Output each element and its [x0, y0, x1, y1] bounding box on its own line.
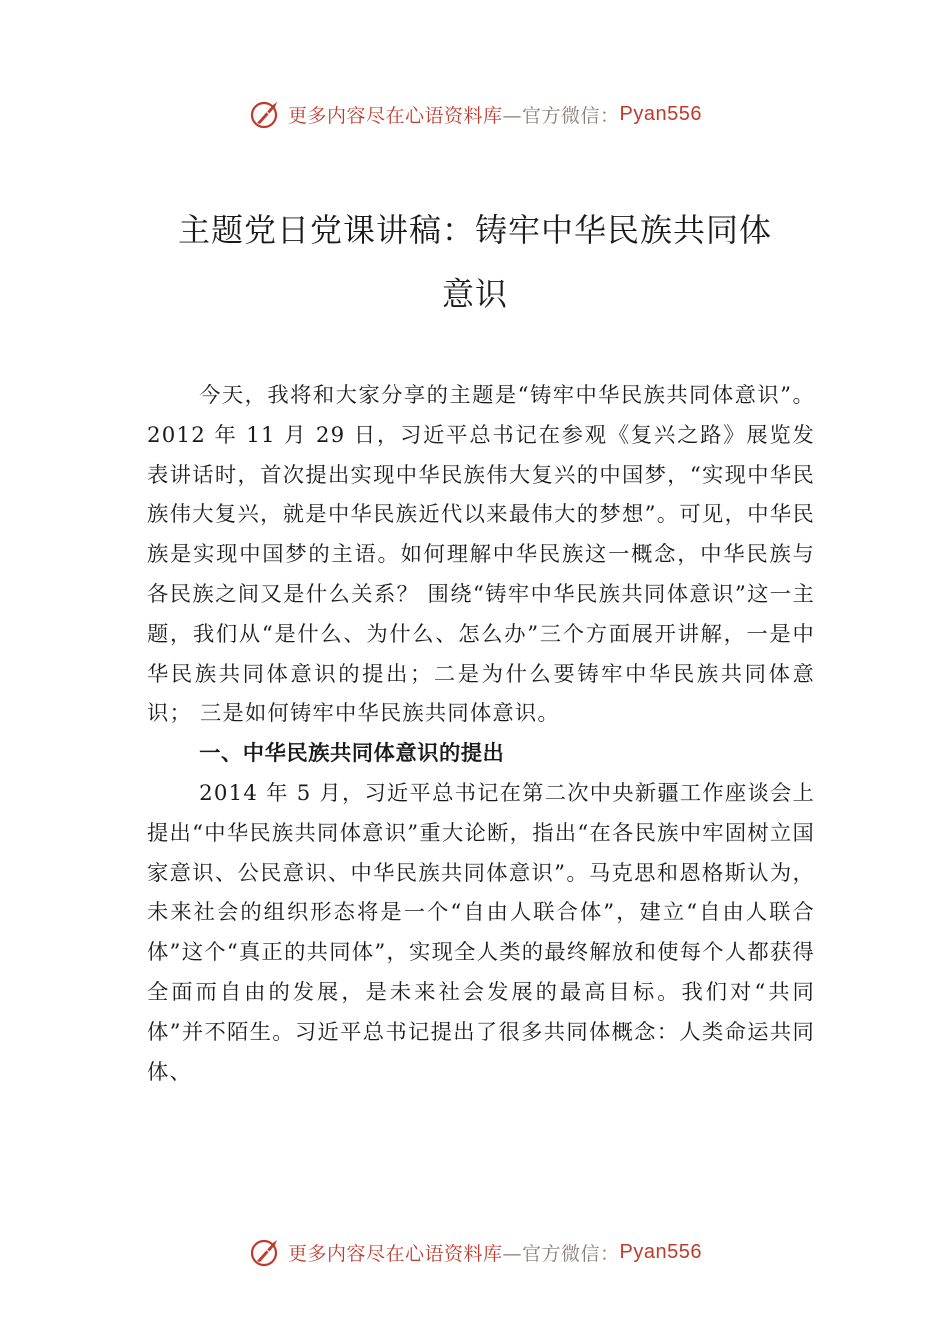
document-title	[100, 198, 850, 326]
intro-paragraph: 今天，我将和大家分享的主题是“铸牢中华民族共同体意识”。2012 年 11 月 29 日，习近平总书记在参观《复兴之路》展览发表讲话时，首次提出实现中华民族伟大复兴的中国梦，“实现中华民族伟大复兴，就是中华民族近代以来最伟大的梦想”。可见，中华民族是实现中国梦的主语。如何理解中华民族这一概念，中华民族与各民族之间又是什么关系？ 围绕“铸牢中华民族共同体意识”这一主题，我们从“是什么、为什么、怎么办”三个方面展开讲解，一是中华民族共同体意识的提出；二是为什么要铸牢中华民族共同体意识； 三是如何铸牢中华民族共同体意识。	[147, 383, 815, 727]
banner-separator-text: —官方微信：	[502, 104, 620, 127]
banner-separator-text: —官方微信：	[502, 1242, 620, 1265]
header-watermark-banner	[0, 94, 950, 134]
document-body	[147, 376, 815, 1092]
section-heading-1: 一、中华民族共同体意识的提出	[199, 741, 505, 767]
banner-wechat-id: Pyan556	[619, 102, 702, 125]
quill-logo-icon	[248, 1235, 282, 1269]
banner-wechat-id: Pyan556	[619, 1240, 702, 1263]
title-line-1: 主题党日党课讲稿：铸牢中华民族共同体	[177, 211, 772, 249]
banner-main-text: 更多内容尽在心语资料库	[288, 1242, 503, 1265]
banner-main-text: 更多内容尽在心语资料库	[288, 104, 503, 127]
footer-watermark-banner	[0, 1232, 950, 1272]
quill-logo-icon	[248, 97, 282, 131]
section-1-paragraph: 2014 年 5 月，习近平总书记在第二次中央新疆工作座谈会上提出“中华民族共同体意识”重大论断，指出“在各民族中牢固树立国家意识、公民意识、中华民族共同体意识”。马克思和恩格斯认为，未来社会的组织形态将是一个“自由人联合体”，建立“自由人联合体”这个“真正的共同体”，实现全人类的最终解放和使每个人都获得全面而自由的发展，是未来社会发展的最高目标。我们对“共同体”并不陌生。习近平总书记提出了很多共同体概念：人类命运共同体、	[147, 780, 815, 1085]
title-line-2: 意识	[441, 275, 508, 313]
